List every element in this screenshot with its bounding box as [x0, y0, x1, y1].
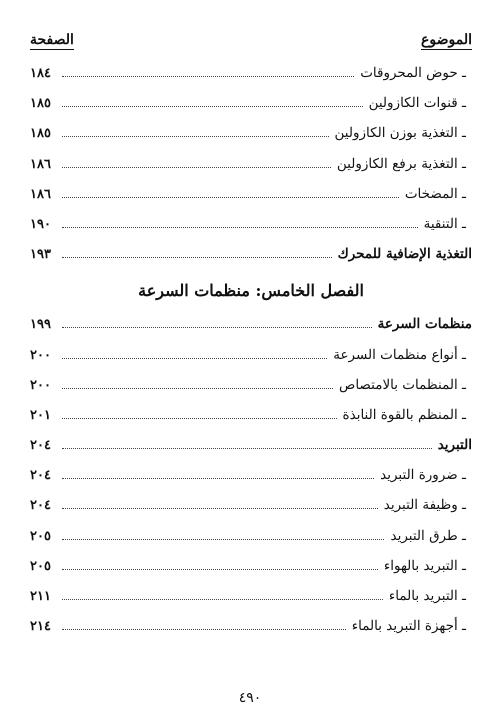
- toc-entry-title: ـ وظيفة التبريد: [383, 497, 466, 514]
- toc-entry-title: ـ طرق التبريد: [390, 527, 466, 544]
- dot-leader: [62, 387, 333, 389]
- toc-entry-page: ٢٠٤: [30, 468, 51, 484]
- toc-entry[interactable]: [30, 400, 472, 430]
- dot-leader: [62, 357, 327, 359]
- dot-leader: [62, 196, 399, 198]
- toc-entry[interactable]: [30, 209, 472, 239]
- toc-entry-title: ـ المضخات: [404, 185, 466, 202]
- toc-entry-page: ١٩٩: [30, 317, 51, 333]
- dot-leader: [62, 417, 337, 419]
- toc-entry-page: ١٨٤: [30, 66, 51, 81]
- dot-leader: [62, 326, 372, 328]
- toc-list-bottom: [30, 309, 472, 641]
- dot-leader: [62, 538, 384, 540]
- toc-entry[interactable]: [30, 340, 472, 370]
- toc-entry-title: منظمات السرعة: [377, 316, 472, 333]
- dot-leader: [62, 135, 329, 137]
- toc-entry[interactable]: [30, 551, 472, 581]
- toc-entry-page: ١٨٥: [30, 126, 51, 142]
- toc-entry-page: ٢١٤: [30, 619, 51, 635]
- toc-entry-title: ـ قنوات الكازولين: [368, 95, 466, 112]
- dot-leader: [62, 628, 346, 630]
- toc-entry[interactable]: [30, 118, 472, 148]
- toc-entry[interactable]: [30, 611, 472, 641]
- toc-entry-page: ٢٠٥: [30, 558, 51, 574]
- toc-entry-page: ٢١١: [30, 589, 51, 604]
- toc-entry-page: ١٩٠: [30, 216, 51, 232]
- toc-entry-title: ـ التغذية برفع الكازولين: [336, 155, 466, 172]
- toc-entry[interactable]: [30, 149, 472, 179]
- toc-entry-page: ٢٠١: [30, 407, 51, 423]
- toc-entry-page: ١٨٦: [30, 156, 51, 172]
- toc-entry-title: ـ ضرورة التبريد: [380, 467, 466, 484]
- toc-entry-page: ٢٠٥: [30, 528, 51, 544]
- toc-entry-page: ٢٠٤: [30, 498, 51, 514]
- toc-entry[interactable]: [30, 430, 472, 460]
- toc-entry-title: التغذية الإضافية للمحرك: [337, 246, 472, 263]
- toc-entry-page: ١٩٣: [30, 247, 51, 263]
- dot-leader: [62, 507, 378, 509]
- dot-leader: [62, 226, 418, 228]
- toc-entry[interactable]: [30, 88, 472, 118]
- dot-leader: [62, 75, 354, 77]
- toc-entry-title: ـ التبريد بالماء: [388, 588, 466, 604]
- dot-leader: [62, 447, 432, 449]
- dot-leader: [62, 568, 378, 570]
- dot-leader: [62, 256, 332, 258]
- toc-entry[interactable]: [30, 581, 472, 611]
- page-number: ٤٩٠: [238, 690, 262, 706]
- toc-entry-page: ٢٠٠: [30, 377, 51, 393]
- toc-page: [30, 24, 472, 641]
- toc-entry[interactable]: [30, 309, 472, 339]
- toc-entry-title: التبريد: [437, 437, 472, 454]
- topic-column-label: الموضوع: [421, 32, 472, 48]
- dot-leader: [62, 105, 363, 107]
- toc-entry-page: ١٨٥: [30, 96, 51, 112]
- toc-header: [30, 24, 472, 50]
- toc-entry[interactable]: [30, 521, 472, 551]
- toc-entry[interactable]: [30, 58, 472, 88]
- toc-entry-title: ـ المنظمات بالامتصاص: [339, 376, 466, 393]
- toc-list-top: [30, 58, 472, 269]
- toc-entry[interactable]: [30, 370, 472, 400]
- toc-entry-title: ـ أجهزة التبريد بالماء: [351, 618, 466, 635]
- toc-entry-title: ـ المنظم بالقوة النابذة: [342, 406, 466, 423]
- toc-entry[interactable]: [30, 460, 472, 490]
- dot-leader: [62, 598, 383, 600]
- toc-entry-title: ـ التنقية: [423, 215, 466, 232]
- page-column-label: الصفحة: [30, 32, 74, 48]
- toc-entry-page: ٢٠٠: [30, 347, 51, 363]
- toc-entry[interactable]: [30, 239, 472, 269]
- toc-entry-title: ـ حوض المحروقات: [360, 65, 466, 81]
- toc-entry-page: ١٨٦: [30, 186, 51, 202]
- toc-entry-page: ٢٠٤: [30, 438, 51, 454]
- toc-entry[interactable]: [30, 179, 472, 209]
- toc-entry-title: ـ أنواع منظمات السرعة: [333, 346, 466, 363]
- toc-entry-title: ـ التبريد بالهواء: [383, 557, 466, 574]
- toc-entry-title: ـ التغذية بوزن الكازولين: [334, 125, 466, 142]
- dot-leader: [62, 477, 374, 479]
- dot-leader: [62, 166, 331, 168]
- toc-entry[interactable]: [30, 490, 472, 520]
- chapter-title: الفصل الخامس: منظمات السرعة: [138, 281, 364, 301]
